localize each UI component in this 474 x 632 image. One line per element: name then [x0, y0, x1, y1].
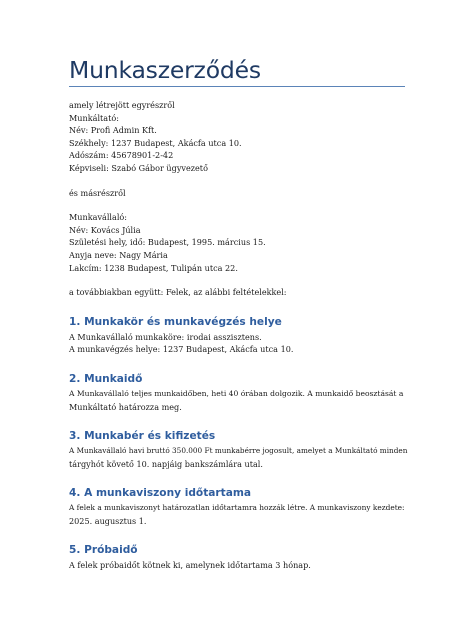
section-2: [69, 372, 407, 413]
section-heading: 5. Próbaidő: [69, 544, 138, 557]
section-line: 2025. augusztus 1.: [69, 515, 147, 526]
employee-birth: Születési hely, idő: Budapest, 1995. március 15.: [69, 237, 266, 248]
section-heading: 1. Munkakör és munkavégzés helye: [69, 315, 282, 328]
employer-tax-number: Adószám: 45678901-2-42: [69, 150, 174, 161]
employer-representative: Képviseli: Szabó Gábor ügyvezető: [69, 162, 208, 173]
document-title: Munkaszerződés: [69, 56, 261, 84]
section-line: Munkáltató határozza meg.: [69, 401, 182, 412]
section-3: [69, 429, 407, 470]
section-4: [69, 486, 407, 527]
section-heading: 2. Munkaidő: [69, 372, 143, 385]
employer-block: [69, 99, 407, 175]
employer-seat: Székhely: 1237 Budapest, Akácfa utca 10.: [69, 137, 242, 148]
section-line: A Munkavállaló teljes munkaidőben, heti 40 órában dolgozik. A munkaidő beosztását a: [69, 388, 404, 398]
section-heading: 3. Munkabér és kifizetés: [69, 430, 216, 443]
intro-text: amely létrejött egyrészről: [69, 100, 175, 110]
contract-document: [69, 52, 407, 572]
employer-label: Munkáltató:: [69, 112, 119, 123]
employee-label: Munkavállaló:: [69, 212, 128, 223]
section-5: [69, 543, 407, 572]
section-line: A Munkavállaló havi bruttó 350.000 Ft munkabérre jogosult, amelyet a Munkáltató minden: [69, 446, 408, 456]
section-1: [69, 315, 407, 356]
employer-name: Név: Profi Admin Kft.: [69, 125, 157, 136]
employee-block: [69, 211, 407, 274]
middle-text: és másrészről: [69, 187, 126, 198]
section-line: A felek a munkaviszonyt határozatlan időtartamra hozzák létre. A munkaviszony kezdete:: [69, 503, 405, 513]
section-line: A felek próbaidőt kötnek ki, amelynek időtartama 3 hónap.: [69, 560, 311, 571]
section-line: A Munkavállaló munkaköre: irodai asszisztens.: [69, 331, 262, 342]
section-line: tárgyhót követő 10. napjáig bankszámlára utal.: [69, 458, 263, 469]
employee-name: Név: Kovács Júlia: [69, 224, 141, 235]
parties-text: a továbbiakban együtt: Felek, az alábbi feltételekkel:: [69, 287, 287, 298]
employee-address: Lakcím: 1238 Budapest, Tulipán utca 22.: [69, 262, 238, 273]
employee-mother-name: Anyja neve: Nagy Mária: [69, 249, 168, 260]
section-heading: 4. A munkaviszony időtartama: [69, 487, 252, 500]
section-line: A munkavégzés helye: 1237 Budapest, Akácfa utca 10.: [69, 344, 294, 355]
